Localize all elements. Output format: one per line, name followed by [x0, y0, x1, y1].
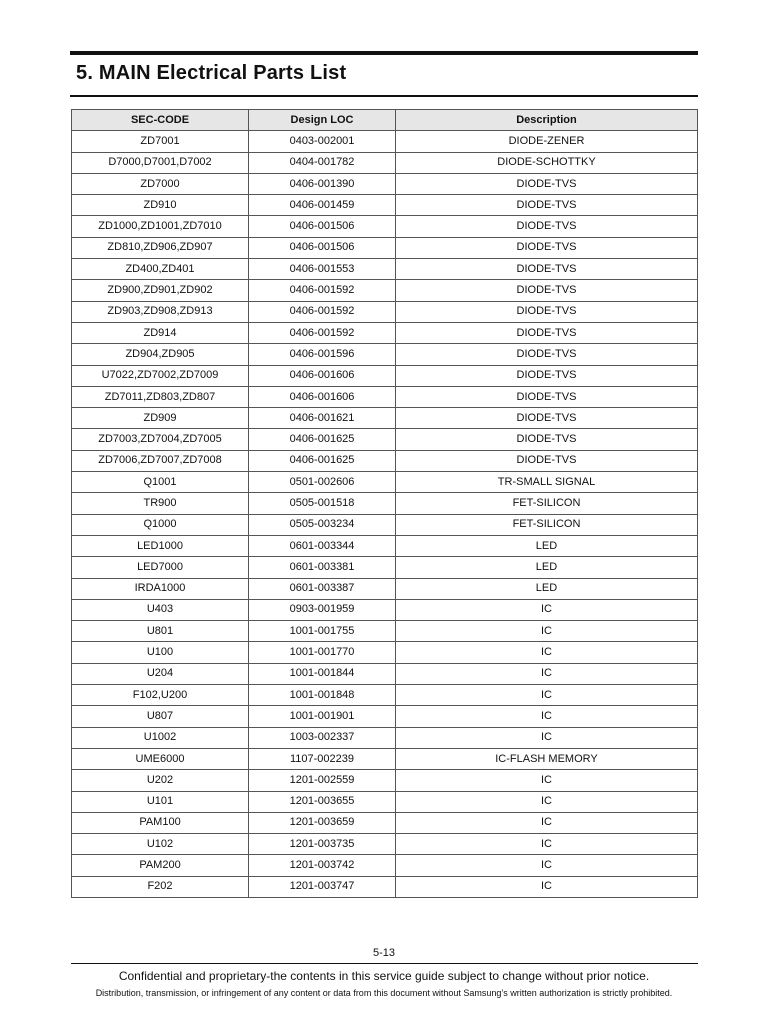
table-row: [72, 259, 698, 280]
table-row: [72, 770, 698, 791]
design-loc-cell: 0406-001553: [249, 259, 396, 280]
description-cell: DIODE-TVS: [396, 365, 698, 386]
design-loc-cell: 0505-003234: [249, 514, 396, 535]
table-row: [72, 855, 698, 876]
table-row: [72, 642, 698, 663]
table-row: [72, 812, 698, 833]
design-loc-cell: 0406-001506: [249, 216, 396, 237]
table-row: [72, 429, 698, 450]
description-cell: IC: [396, 727, 698, 748]
design-loc-cell: 0601-003344: [249, 535, 396, 556]
table-row: [72, 237, 698, 258]
sec-code-cell: ZD7001: [72, 131, 249, 152]
table-row: [72, 131, 698, 152]
table-row: [72, 386, 698, 407]
sec-code-cell: ZD7003,ZD7004,ZD7005: [72, 429, 249, 450]
table-row: [72, 663, 698, 684]
design-loc-cell: 0406-001625: [249, 450, 396, 471]
table-row: [72, 727, 698, 748]
sec-code-cell: ZD1000,ZD1001,ZD7010: [72, 216, 249, 237]
design-loc-cell: 0601-003381: [249, 557, 396, 578]
table-row: [72, 834, 698, 855]
design-loc-cell: 0406-001625: [249, 429, 396, 450]
design-loc-cell: 0501-002606: [249, 472, 396, 493]
sec-code-cell: Q1000: [72, 514, 249, 535]
design-loc-cell: 1107-002239: [249, 748, 396, 769]
table-row: [72, 706, 698, 727]
table-row: [72, 344, 698, 365]
table-row: [72, 450, 698, 471]
design-loc-cell: 0406-001459: [249, 195, 396, 216]
description-cell: DIODE-TVS: [396, 429, 698, 450]
table-row: [72, 621, 698, 642]
design-loc-cell: 1201-003659: [249, 812, 396, 833]
description-cell: DIODE-TVS: [396, 344, 698, 365]
sec-code-cell: UME6000: [72, 748, 249, 769]
design-loc-cell: 0903-001959: [249, 599, 396, 620]
description-cell: IC: [396, 706, 698, 727]
footer-notice: Confidential and proprietary-the contents in this service guide subject to change without prior notice.: [118, 969, 650, 983]
sec-code-cell: ZD903,ZD908,ZD913: [72, 301, 249, 322]
design-loc-cell: 1001-001770: [249, 642, 396, 663]
sec-code-cell: U1002: [72, 727, 249, 748]
top-rule: [70, 51, 698, 55]
description-cell: DIODE-TVS: [396, 408, 698, 429]
table-row: [72, 216, 698, 237]
sec-code-cell: U204: [72, 663, 249, 684]
sec-code-cell: U100: [72, 642, 249, 663]
sec-code-cell: U202: [72, 770, 249, 791]
table-row: [72, 514, 698, 535]
header-description: Description: [396, 110, 698, 131]
sec-code-cell: ZD910: [72, 195, 249, 216]
description-cell: DIODE-TVS: [396, 301, 698, 322]
sec-code-cell: Q1001: [72, 472, 249, 493]
design-loc-cell: 1001-001844: [249, 663, 396, 684]
sec-code-cell: U101: [72, 791, 249, 812]
page-title: 5. MAIN Electrical Parts List: [76, 62, 347, 84]
table-row: [72, 173, 698, 194]
description-cell: LED: [396, 578, 698, 599]
table-row: [72, 301, 698, 322]
design-loc-cell: 0406-001606: [249, 386, 396, 407]
table-row: [72, 472, 698, 493]
table-row: [72, 195, 698, 216]
design-loc-cell: 1001-001755: [249, 621, 396, 642]
description-cell: DIODE-TVS: [396, 386, 698, 407]
design-loc-cell: 1201-003742: [249, 855, 396, 876]
description-cell: IC: [396, 685, 698, 706]
description-cell: IC: [396, 663, 698, 684]
description-cell: DIODE-TVS: [396, 280, 698, 301]
design-loc-cell: 1001-001848: [249, 685, 396, 706]
table-row: [72, 365, 698, 386]
header-row: [72, 110, 698, 131]
sec-code-cell: ZD7011,ZD803,ZD807: [72, 386, 249, 407]
description-cell: LED: [396, 535, 698, 556]
table-row: [72, 599, 698, 620]
table-row: [72, 280, 698, 301]
parts-table-body: [72, 131, 698, 898]
header-design-loc: Design LOC: [249, 110, 396, 131]
design-loc-cell: 0406-001592: [249, 280, 396, 301]
description-cell: DIODE-ZENER: [396, 131, 698, 152]
description-cell: IC: [396, 876, 698, 897]
design-loc-cell: 0403-002001: [249, 131, 396, 152]
page-number: 5-13: [372, 947, 396, 959]
design-loc-cell: 0601-003387: [249, 578, 396, 599]
description-cell: IC: [396, 770, 698, 791]
design-loc-cell: 0406-001592: [249, 322, 396, 343]
footer-legal: Distribution, transmission, or infringement of any content or data from this document without Samsung’s written authorization is strictly prohibited.: [95, 988, 673, 998]
sec-code-cell: IRDA1000: [72, 578, 249, 599]
description-cell: IC: [396, 834, 698, 855]
table-row: [72, 493, 698, 514]
design-loc-cell: 0406-001606: [249, 365, 396, 386]
description-cell: DIODE-TVS: [396, 216, 698, 237]
sec-code-cell: F102,U200: [72, 685, 249, 706]
sec-code-cell: ZD810,ZD906,ZD907: [72, 237, 249, 258]
sec-code-cell: U807: [72, 706, 249, 727]
table-row: [72, 876, 698, 897]
sec-code-cell: ZD914: [72, 322, 249, 343]
sec-code-cell: F202: [72, 876, 249, 897]
design-loc-cell: 1001-001901: [249, 706, 396, 727]
sec-code-cell: LED1000: [72, 535, 249, 556]
design-loc-cell: 1201-003655: [249, 791, 396, 812]
sec-code-cell: U403: [72, 599, 249, 620]
table-row: [72, 322, 698, 343]
parts-table: [71, 109, 698, 898]
table-row: [72, 685, 698, 706]
parts-table-header: [72, 110, 698, 131]
description-cell: IC: [396, 791, 698, 812]
table-row: [72, 408, 698, 429]
design-loc-cell: 1201-003747: [249, 876, 396, 897]
sec-code-cell: ZD7006,ZD7007,ZD7008: [72, 450, 249, 471]
sec-code-cell: U801: [72, 621, 249, 642]
description-cell: DIODE-SCHOTTKY: [396, 152, 698, 173]
design-loc-cell: 0404-001782: [249, 152, 396, 173]
description-cell: IC: [396, 599, 698, 620]
sec-code-cell: ZD7000: [72, 173, 249, 194]
description-cell: FET-SILICON: [396, 493, 698, 514]
design-loc-cell: 0406-001596: [249, 344, 396, 365]
design-loc-cell: 1003-002337: [249, 727, 396, 748]
table-row: [72, 748, 698, 769]
description-cell: IC-FLASH MEMORY: [396, 748, 698, 769]
table-row: [72, 152, 698, 173]
description-cell: LED: [396, 557, 698, 578]
footer-rule: [71, 963, 698, 964]
description-cell: DIODE-TVS: [396, 173, 698, 194]
description-cell: DIODE-TVS: [396, 259, 698, 280]
design-loc-cell: 1201-002559: [249, 770, 396, 791]
sec-code-cell: LED7000: [72, 557, 249, 578]
design-loc-cell: 0505-001518: [249, 493, 396, 514]
sec-code-cell: U7022,ZD7002,ZD7009: [72, 365, 249, 386]
description-cell: DIODE-TVS: [396, 450, 698, 471]
design-loc-cell: 0406-001621: [249, 408, 396, 429]
sec-code-cell: ZD400,ZD401: [72, 259, 249, 280]
sec-code-cell: U102: [72, 834, 249, 855]
table-row: [72, 578, 698, 599]
table-row: [72, 791, 698, 812]
description-cell: IC: [396, 621, 698, 642]
sec-code-cell: ZD904,ZD905: [72, 344, 249, 365]
design-loc-cell: 0406-001390: [249, 173, 396, 194]
description-cell: DIODE-TVS: [396, 237, 698, 258]
description-cell: DIODE-TVS: [396, 195, 698, 216]
sec-code-cell: ZD909: [72, 408, 249, 429]
sec-code-cell: PAM200: [72, 855, 249, 876]
description-cell: TR-SMALL SIGNAL: [396, 472, 698, 493]
description-cell: FET-SILICON: [396, 514, 698, 535]
description-cell: IC: [396, 812, 698, 833]
sec-code-cell: TR900: [72, 493, 249, 514]
title-rule: [70, 95, 698, 97]
design-loc-cell: 0406-001506: [249, 237, 396, 258]
sec-code-cell: ZD900,ZD901,ZD902: [72, 280, 249, 301]
sec-code-cell: PAM100: [72, 812, 249, 833]
table-row: [72, 557, 698, 578]
design-loc-cell: 0406-001592: [249, 301, 396, 322]
sec-code-cell: D7000,D7001,D7002: [72, 152, 249, 173]
header-sec-code: SEC-CODE: [72, 110, 249, 131]
table-row: [72, 535, 698, 556]
design-loc-cell: 1201-003735: [249, 834, 396, 855]
description-cell: IC: [396, 855, 698, 876]
description-cell: IC: [396, 642, 698, 663]
description-cell: DIODE-TVS: [396, 322, 698, 343]
